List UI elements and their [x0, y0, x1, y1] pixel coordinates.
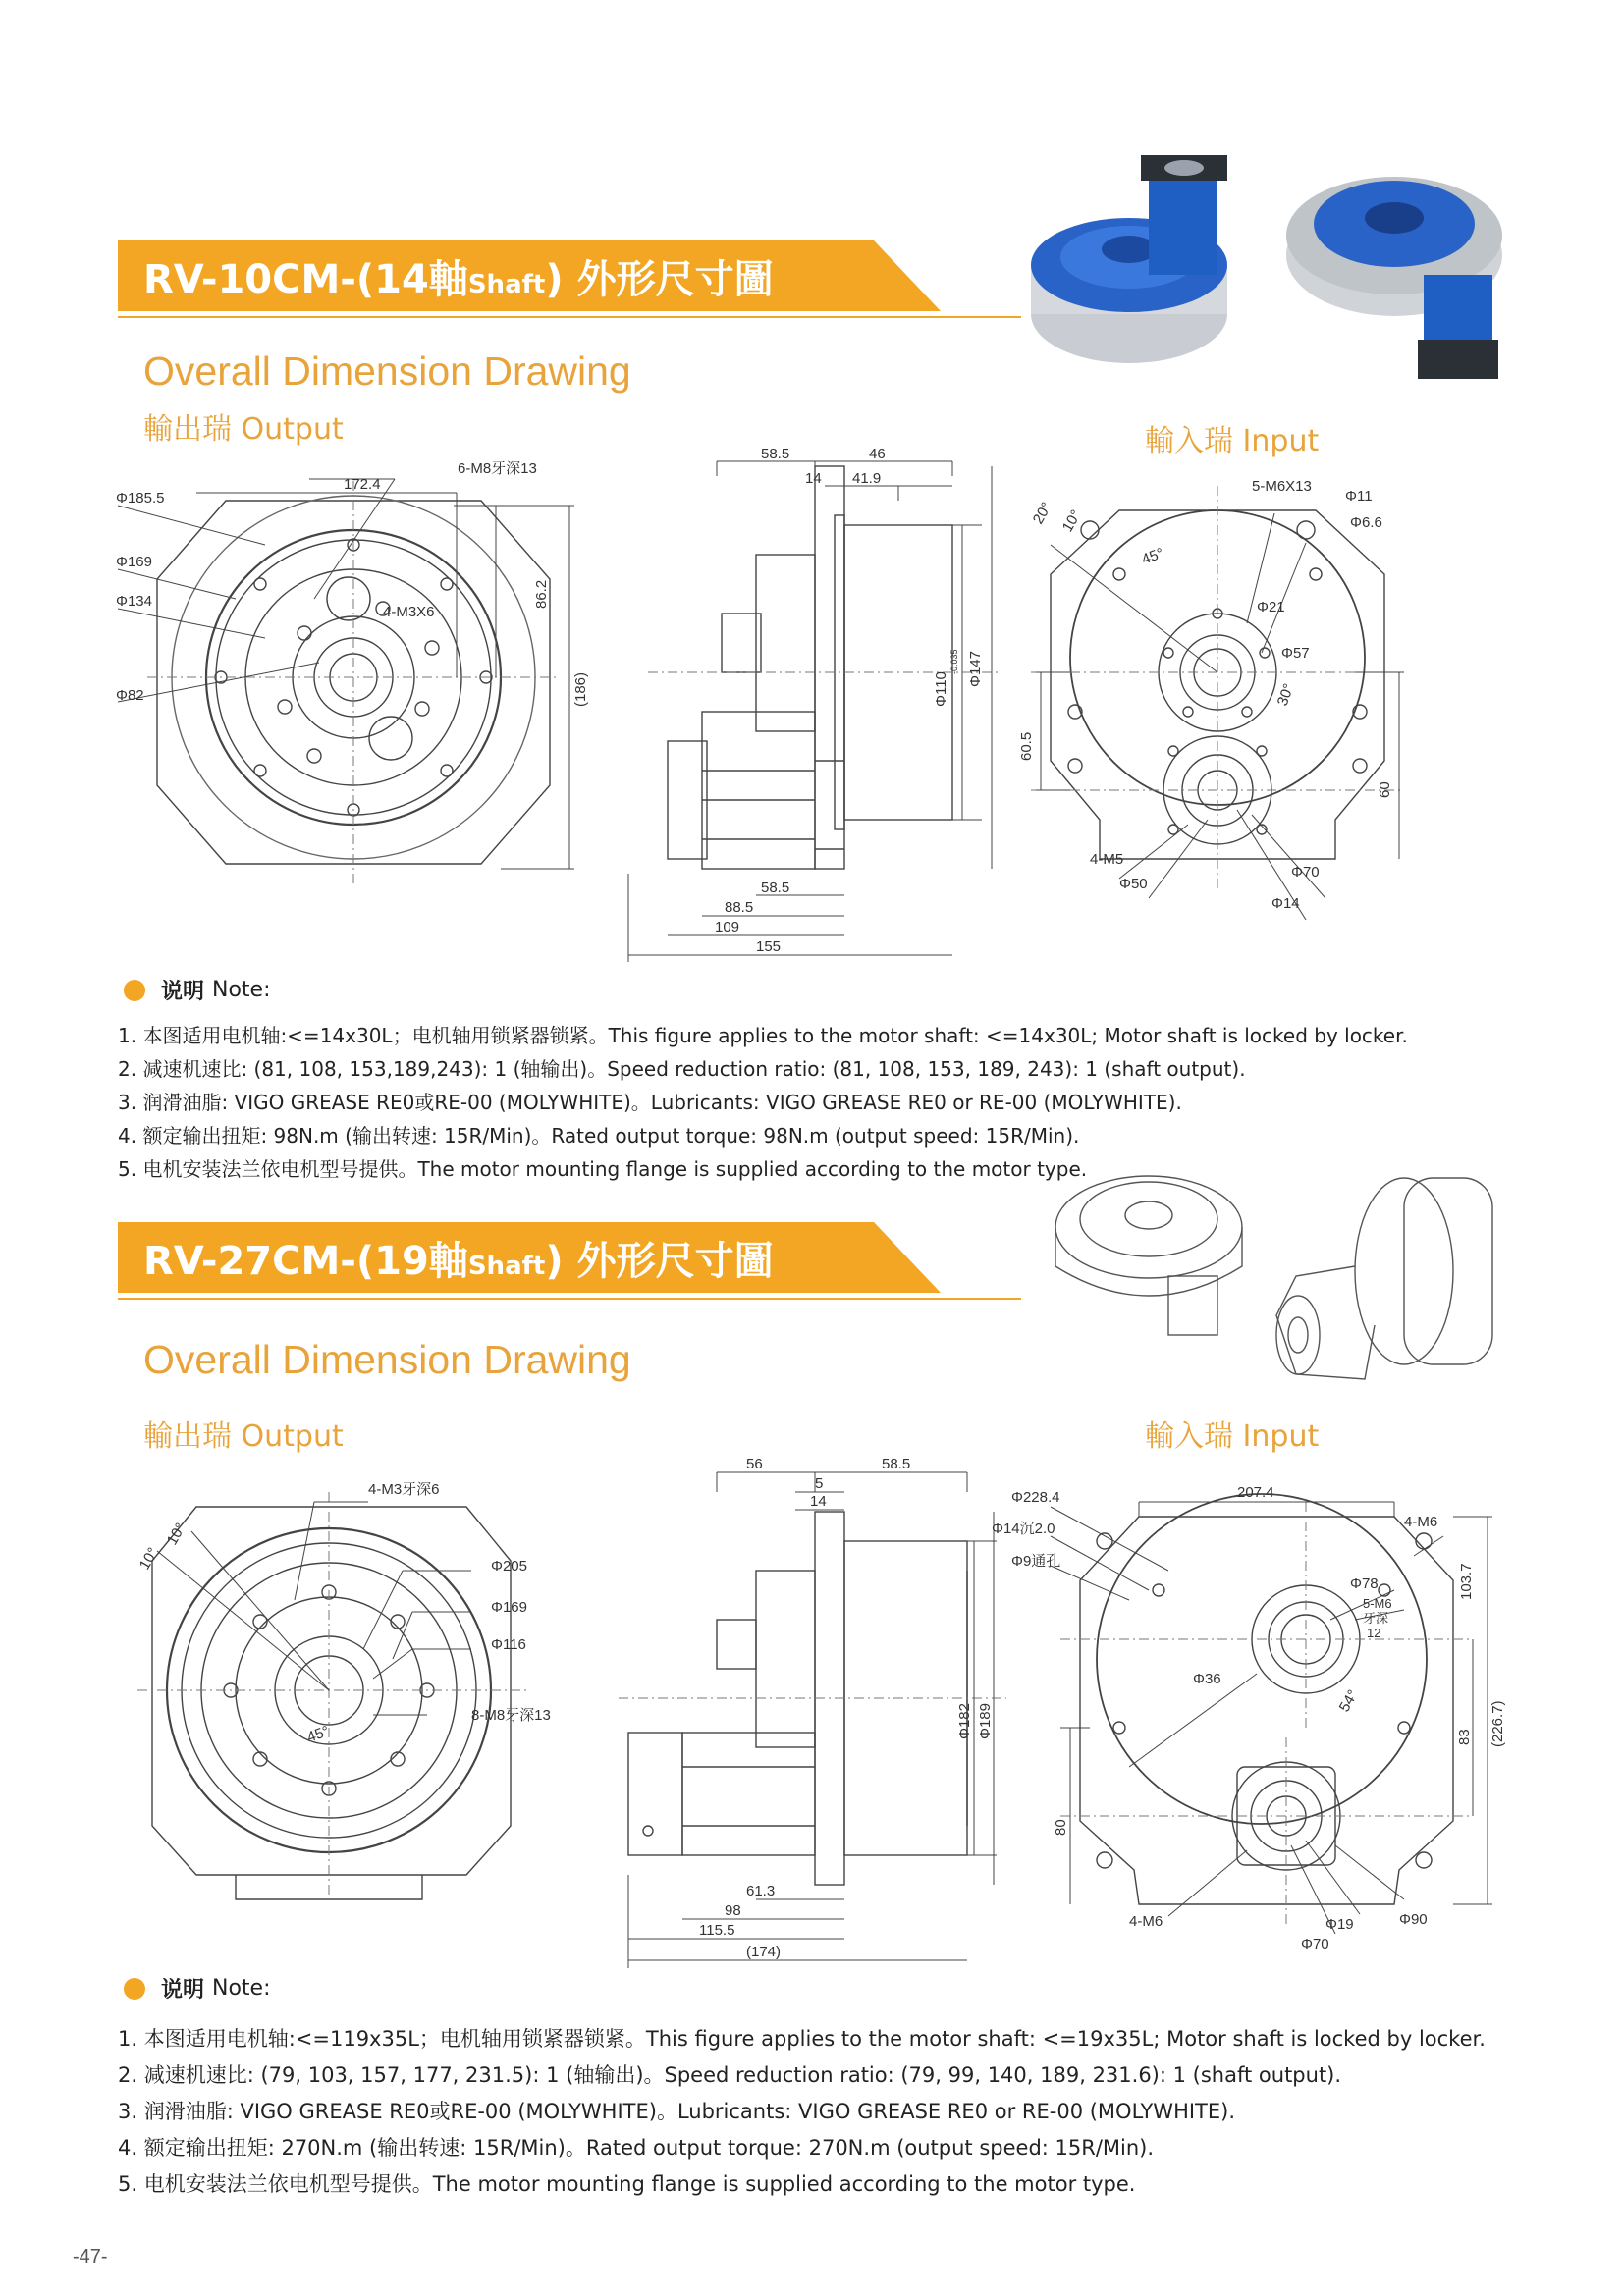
- dim-d169: Φ169: [491, 1599, 527, 1616]
- section-title: RV-10CM-(14軸Shaft) 外形尺寸圖: [143, 257, 774, 302]
- input-view: [992, 1482, 1522, 1953]
- dim-d185.5: Φ185.5: [116, 490, 165, 507]
- dim-d9-through: Φ9通孔: [1011, 1553, 1061, 1570]
- dim-angle-45: 45°: [1139, 545, 1166, 568]
- dim-41.9: 41.9: [852, 470, 882, 487]
- dim-103.7: 103.7: [1458, 1563, 1475, 1600]
- note-line: 4. 额定输出扭矩: 270N.m (输出转速: 15R/Min)。Rated output torque: 270N.m (output speed: 15R/Min).: [118, 2136, 1155, 2160]
- output-label: 輸出瑞 Output: [143, 412, 344, 447]
- dim-207.4: 207.4: [1237, 1484, 1274, 1501]
- dim-d14-counterbore: Φ14沉2.0: [992, 1521, 1055, 1537]
- notes-rv10cm: [118, 975, 1408, 1186]
- dim-4-m6-bottom: 4-M6: [1129, 1913, 1163, 1930]
- dim-155: 155: [756, 938, 782, 955]
- dim-d228.4: Φ228.4: [1011, 1489, 1060, 1506]
- dim-172.4: 172.4: [344, 476, 381, 493]
- section-title: RV-27CM-(19軸Shaft) 外形尺寸圖: [143, 1239, 774, 1284]
- dim-d134: Φ134: [116, 593, 152, 610]
- dim-6-m8: 6-M8牙深13: [458, 460, 537, 477]
- dim-d70: Φ70: [1291, 864, 1320, 881]
- dim-5: 5: [815, 1475, 824, 1492]
- side-view: [609, 1453, 1021, 1983]
- dim-174: (174): [746, 1944, 782, 1960]
- dim-angle-10a: 10°: [135, 1544, 162, 1573]
- dim-d169: Φ169: [116, 554, 152, 570]
- dim-4-m3x6: 4-M3X6: [383, 604, 435, 620]
- section-title-banner: [118, 1222, 1021, 1291]
- dim-115.5: 115.5: [699, 1922, 735, 1939]
- dim-8-m8: 8-M8牙深13: [471, 1707, 551, 1724]
- dim-angle-10: 10°: [1058, 507, 1085, 535]
- output-label: 輸出瑞 Output: [143, 1419, 344, 1454]
- dim-80: 80: [1053, 1819, 1069, 1836]
- dim-d6.6: Φ6.6: [1350, 514, 1382, 531]
- dim-98: 98: [725, 1902, 741, 1919]
- subtitle: Overall Dimension Drawing: [143, 1337, 631, 1382]
- dim-angle-54: 54°: [1335, 1686, 1362, 1715]
- dim-60.5: 60.5: [1018, 731, 1035, 761]
- note-line: 1. 本图适用电机轴:<=119x35L；电机轴用锁紧器锁紧。This figure applies to the motor shaft: <=19x35L; Motor shaft is locked by locker.: [118, 2027, 1486, 2051]
- side-view: [609, 447, 1021, 977]
- dim-5-m6: 5-M6: [1363, 1596, 1392, 1611]
- dim-angle-10b: 10°: [163, 1520, 189, 1548]
- dim-56: 56: [746, 1456, 763, 1472]
- input-view: [1011, 466, 1434, 928]
- dim-d50: Φ50: [1119, 876, 1148, 892]
- section-rv27cm: [0, 1158, 1623, 2248]
- dim-d189: Φ189: [977, 1703, 994, 1739]
- dim-46: 46: [869, 446, 886, 462]
- dim-d110-tolerance: -0.035: [949, 649, 959, 674]
- dim-4-m3: 4-M3牙深6: [368, 1481, 440, 1498]
- dim-88.5: 88.5: [725, 899, 754, 916]
- dim-d19: Φ19: [1325, 1916, 1354, 1933]
- dim-4-m6-top: 4-M6: [1404, 1514, 1438, 1530]
- output-front-view: [108, 452, 619, 903]
- dim-d82: Φ82: [116, 687, 144, 704]
- dim-61.3: 61.3: [746, 1883, 776, 1899]
- output-front-view: [118, 1472, 628, 1924]
- product-render-rv27cm: [1041, 1158, 1532, 1394]
- dim-d70: Φ70: [1301, 1936, 1329, 1952]
- dim-d78: Φ78: [1350, 1575, 1379, 1592]
- dim-86.2: 86.2: [533, 579, 550, 609]
- dim-14: 14: [805, 470, 822, 487]
- dim-83: 83: [1456, 1729, 1473, 1745]
- product-render-rv10cm: [1021, 147, 1542, 383]
- note-line: 2. 减速机速比: (81, 108, 153,189,243): 1 (轴输出)。Speed reduction ratio: (81, 108, 153, 189, 243): 1 (shaft output).: [118, 1057, 1246, 1081]
- dim-5-m6-depth: 12: [1367, 1626, 1381, 1640]
- dim-60: 60: [1377, 781, 1393, 798]
- dim-angle-30: 30°: [1273, 681, 1298, 709]
- dim-58.5-top: 58.5: [761, 446, 790, 462]
- section-title-banner: [118, 240, 1021, 309]
- dim-d36: Φ36: [1193, 1671, 1221, 1687]
- dim-d182: Φ182: [956, 1703, 973, 1739]
- note-line: 3. 润滑油脂: VIGO GREASE RE0或RE-00 (MOLYWHITE)。Lubricants: VIGO GREASE RE0 or RE-00 (MOLYWHITE).: [118, 2100, 1236, 2123]
- note-line: 3. 润滑油脂: VIGO GREASE RE0或RE-00 (MOLYWHITE)。Lubricants: VIGO GREASE RE0 or RE-00 (MOLYWHITE).: [118, 1091, 1182, 1114]
- dim-d21: Φ21: [1257, 599, 1285, 615]
- input-label: 輸入瑞 Input: [1145, 424, 1320, 458]
- dim-d90: Φ90: [1399, 1911, 1428, 1928]
- dim-d147: Φ147: [967, 651, 984, 687]
- dim-d14: Φ14: [1271, 895, 1300, 912]
- notes-rv27cm: [118, 1973, 1486, 2203]
- input-label: 輸入瑞 Input: [1145, 1419, 1320, 1454]
- dim-58.5-bottom: 58.5: [761, 880, 790, 896]
- dim-4-m5: 4-M5: [1090, 851, 1124, 868]
- note-line: 1. 本图适用电机轴:<=14x30L；电机轴用锁紧器锁紧。This figure applies to the motor shaft: <=14x30L; Motor shaft is locked by locker.: [118, 1024, 1408, 1047]
- note-line: 4. 额定输出扭矩: 98N.m (输出转速: 15R/Min)。Rated output torque: 98N.m (output speed: 15R/Min).: [118, 1124, 1080, 1148]
- dim-d116: Φ116: [491, 1636, 526, 1653]
- dim-109: 109: [715, 919, 740, 935]
- dim-186: (186): [572, 671, 589, 707]
- dim-angle-45: 45°: [304, 1723, 332, 1746]
- dim-d110: Φ110: [933, 671, 949, 707]
- dim-d205: Φ205: [491, 1558, 527, 1575]
- note-header: 说明 Note:: [118, 975, 1408, 1005]
- page-number: -47-: [73, 2246, 108, 2268]
- dim-d57: Φ57: [1281, 645, 1310, 662]
- note-header: 说明 Note:: [118, 1973, 1486, 2003]
- dim-angle-20: 20°: [1029, 499, 1055, 527]
- bullet-icon: [124, 1978, 145, 2000]
- note-line: 5. 电机安装法兰依电机型号提供。The motor mounting flange is supplied according to the motor type.: [118, 1157, 1088, 1181]
- dim-d11: Φ11: [1345, 488, 1373, 505]
- bullet-icon: [124, 980, 145, 1001]
- subtitle: Overall Dimension Drawing: [143, 348, 631, 394]
- dim-5-m6x13: 5-M6X13: [1252, 478, 1312, 495]
- note-line: 2. 减速机速比: (79, 103, 157, 177, 231.5): 1 (轴输出)。Speed reduction ratio: (79, 99, 140, 189, 231.6): 1 (shaft output).: [118, 2063, 1342, 2087]
- note-line: 5. 电机安装法兰依电机型号提供。The motor mounting flange is supplied according to the motor type.: [118, 2172, 1136, 2196]
- dim-226.7: (226.7): [1489, 1700, 1506, 1747]
- dim-14: 14: [810, 1493, 827, 1510]
- dim-58.5: 58.5: [882, 1456, 911, 1472]
- dim-5-m6-depth-label: 牙深: [1363, 1611, 1389, 1626]
